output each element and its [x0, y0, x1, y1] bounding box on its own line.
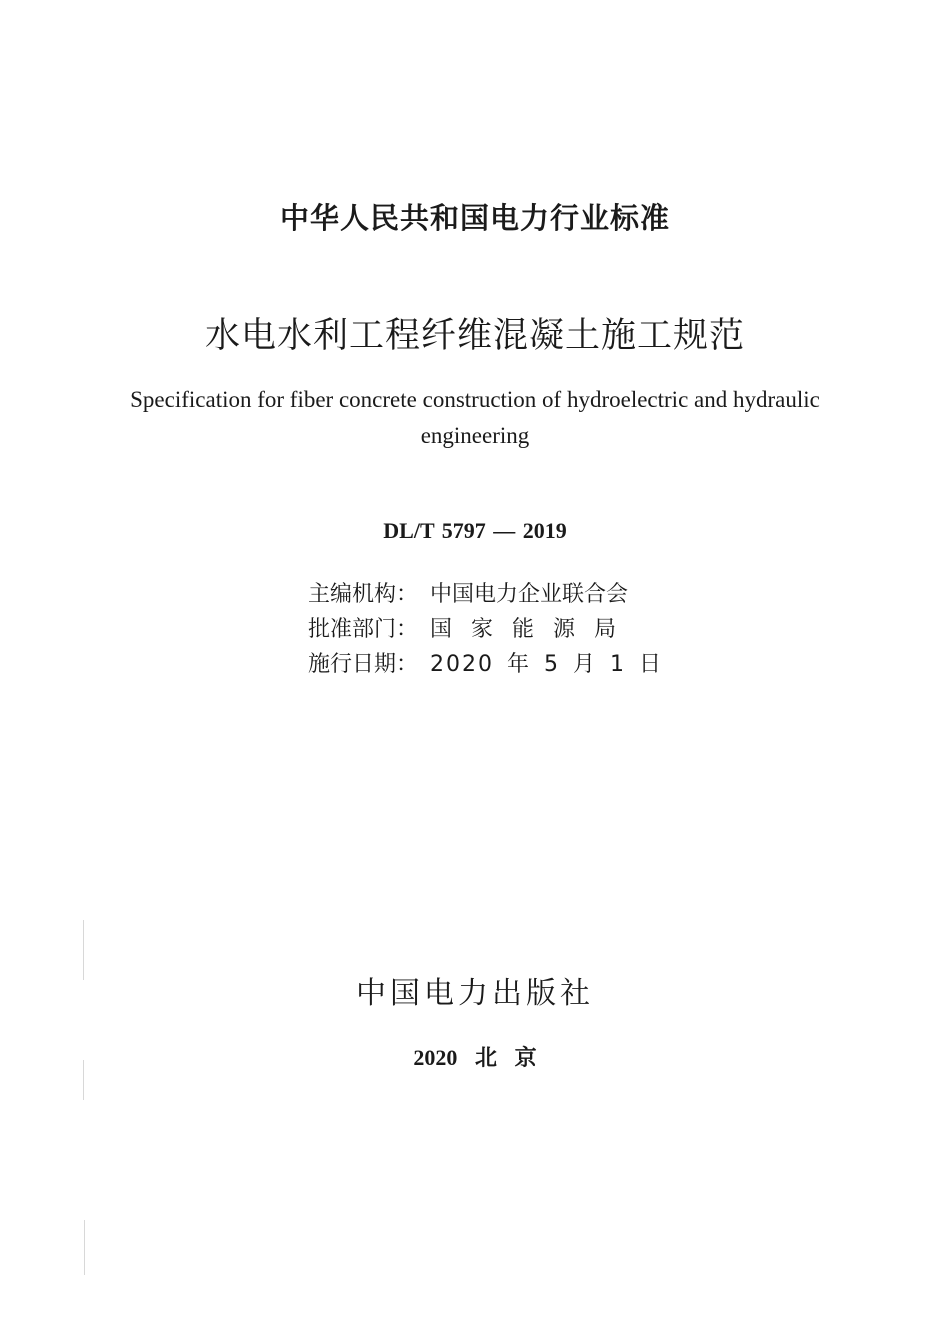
scan-mark [84, 1220, 85, 1275]
scan-mark [83, 920, 84, 980]
scan-mark [83, 1060, 84, 1100]
publisher-name: 中国电力出版社 [356, 976, 594, 1011]
english-title: Specification for fiber concrete construction of hydroelectric and hydraulic engineering [130, 387, 820, 448]
chinese-title: 水电水利工程纤维混凝土施工规范 [204, 316, 745, 356]
effective-date-value: 2020 年 5 月 1 日 [430, 652, 663, 677]
publication-year: 2020 [413, 1045, 458, 1070]
editor-row [308, 577, 663, 612]
editor-label: 主编机构： [308, 582, 419, 607]
effective-date-label: 施行日期： [308, 652, 419, 677]
industry-standard-heading: 中华人民共和国电力行业标准 [279, 201, 670, 235]
standard-code: DL/T 5797 — 2019 [383, 518, 567, 543]
approver-label: 批准部门： [308, 617, 419, 642]
approver-value: 国家能源局 [430, 617, 636, 642]
publication-place [0, 1041, 950, 1072]
approver-row [308, 612, 663, 647]
metadata-block [308, 577, 663, 682]
editor-value: 中国电力企业联合会 [430, 582, 629, 607]
publication-city: 北 京 [475, 1046, 537, 1071]
effective-date-row [308, 647, 663, 682]
